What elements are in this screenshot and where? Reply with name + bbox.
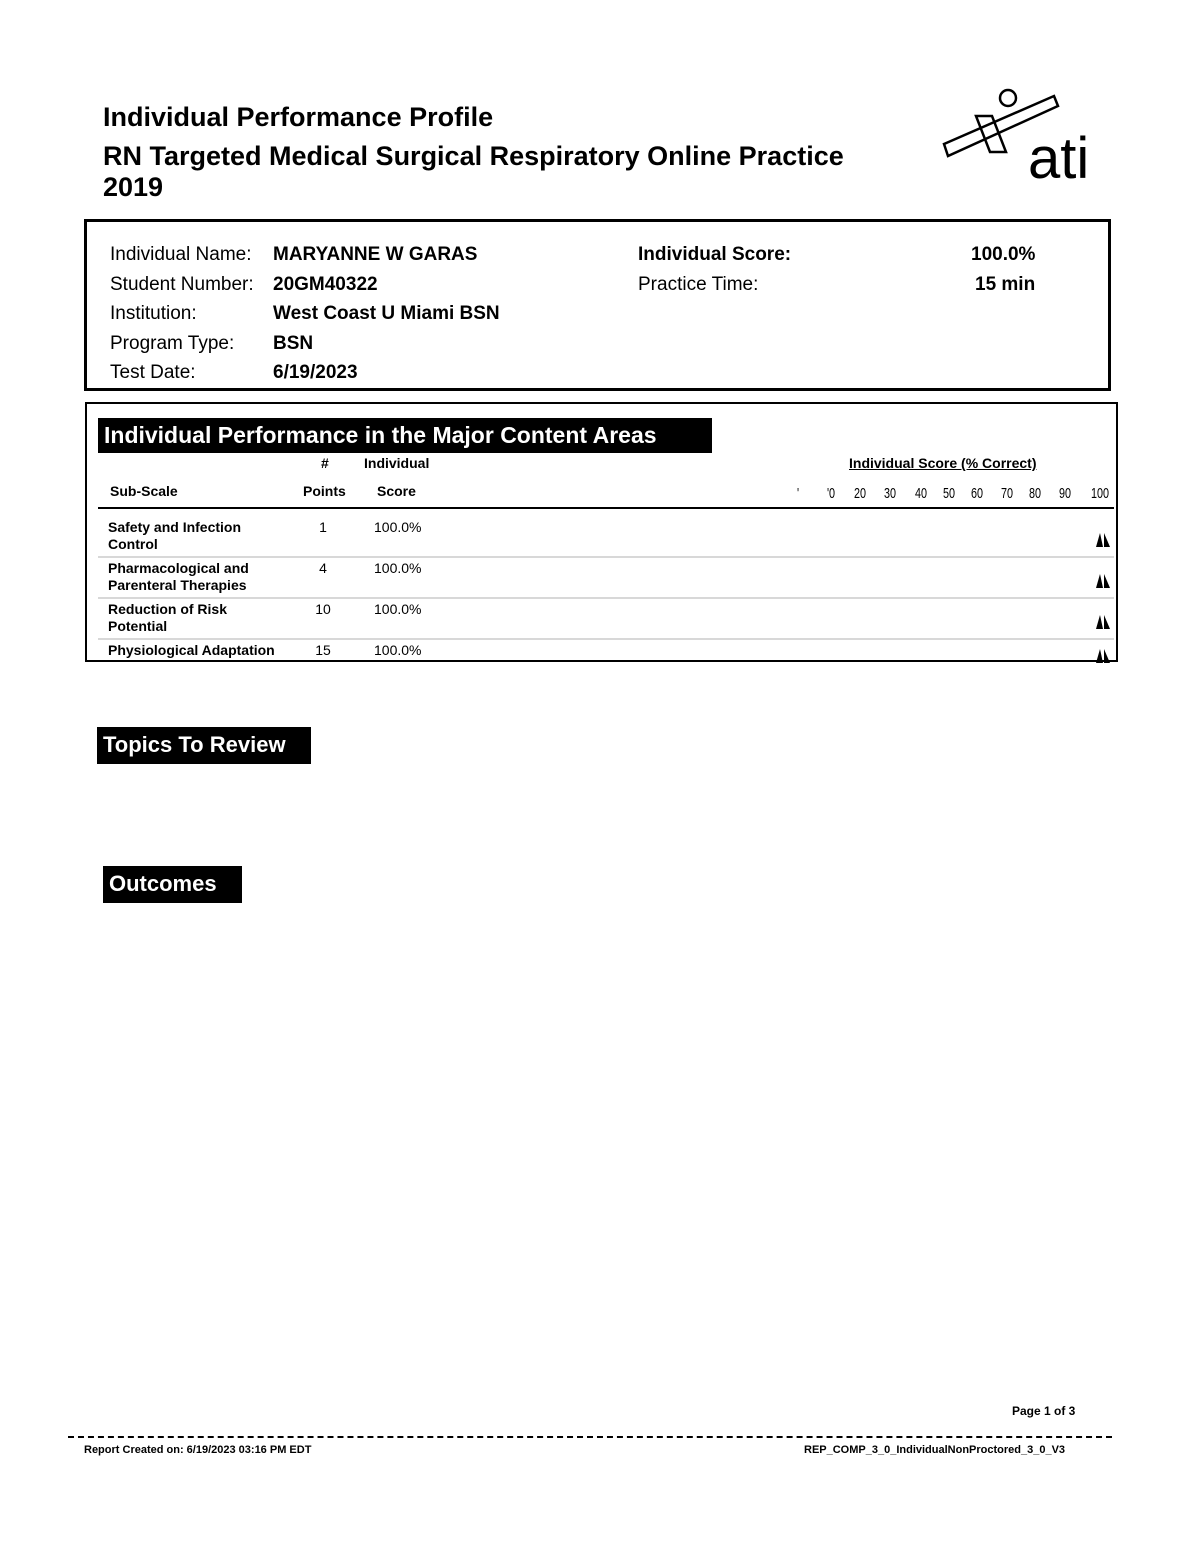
score-marker-icon — [1095, 532, 1111, 548]
subscale-score: 100.0% — [374, 519, 422, 535]
scale-tick: 30 — [883, 485, 897, 502]
subscale-points: 4 — [319, 560, 327, 576]
ati-logo-text: ati — [1028, 126, 1090, 184]
report-code: REP_COMP_3_0_IndividualNonProctored_3_0_V3 — [804, 1444, 1066, 1456]
report-created: Report Created on: 6/19/2023 03:16 PM EDT — [84, 1444, 312, 1456]
score-marker-icon — [1095, 648, 1111, 664]
scale-tick: ' — [796, 485, 800, 502]
subscale-name: Physiological Adaptation — [108, 642, 275, 658]
subscale-points: 1 — [319, 519, 327, 535]
individual-score-label: Individual Score: — [638, 244, 792, 265]
practice-time-label: Practice Time: — [638, 274, 759, 295]
ati-logo — [936, 84, 1106, 184]
header-rule — [98, 507, 1114, 509]
practice-time-value: 15 min — [975, 274, 1036, 295]
scale-title: Individual Score (% Correct) — [849, 455, 1037, 471]
test-title: RN Targeted Medical Surgical Respiratory Online Practice 2019 — [103, 141, 844, 202]
subscale-score: 100.0% — [374, 560, 422, 576]
page-number: Page 1 of 3 — [1012, 1404, 1076, 1418]
score-marker-icon — [1095, 614, 1111, 630]
score-marker-icon — [1095, 573, 1111, 589]
student-info-panel — [84, 219, 1111, 391]
performance-header: Individual Performance in the Major Content Areas — [98, 418, 712, 453]
scale-tick: 100 — [1090, 485, 1110, 502]
scale-tick: 80 — [1028, 485, 1042, 502]
test-date-value: 6/19/2023 — [273, 362, 358, 383]
page-title: Individual Performance Profile — [103, 102, 494, 132]
points-col-head: Points — [303, 483, 346, 499]
student-number-value: 20GM40322 — [273, 274, 378, 295]
subscale-col-head: Sub-Scale — [110, 483, 178, 499]
institution-value: West Coast U Miami BSN — [273, 303, 500, 324]
scale-tick: 60 — [970, 485, 984, 502]
name-value: MARYANNE W GARAS — [273, 244, 478, 265]
program-type-value: BSN — [273, 333, 314, 354]
program-type-label: Program Type: — [110, 333, 235, 354]
scale-tick: 40 — [914, 485, 928, 502]
subscale-score: 100.0% — [374, 601, 422, 617]
footer-divider — [68, 1436, 1112, 1438]
subscale-points: 10 — [315, 601, 331, 617]
row-separator — [98, 556, 1114, 558]
score-col-head-top: Individual — [364, 455, 430, 471]
test-date-label: Test Date: — [110, 362, 196, 383]
performance-panel — [85, 402, 1118, 662]
subscale-score: 100.0% — [374, 642, 422, 658]
score-col-head: Score — [377, 483, 416, 499]
outcomes-header: Outcomes — [103, 866, 242, 903]
topics-to-review-header: Topics To Review — [97, 727, 311, 764]
subscale-name: Reduction of Risk Potential — [108, 601, 228, 634]
scale-tick: 50 — [942, 485, 956, 502]
scale-tick: 90 — [1058, 485, 1072, 502]
student-number-label: Student Number: — [110, 274, 254, 295]
row-separator — [98, 597, 1114, 599]
subscale-name: Safety and Infection Control — [108, 519, 242, 552]
points-col-head-top: # — [321, 455, 329, 471]
name-label: Individual Name: — [110, 244, 252, 265]
scale-tick: 70 — [1000, 485, 1014, 502]
subscale-points: 15 — [315, 642, 331, 658]
scale-tick: 20 — [853, 485, 867, 502]
individual-score-value: 100.0% — [971, 244, 1036, 265]
subscale-name: Pharmacological and Parenteral Therapies — [108, 560, 249, 593]
row-separator — [98, 638, 1114, 640]
scale-tick: '0 — [826, 485, 836, 502]
institution-label: Institution: — [110, 303, 197, 324]
